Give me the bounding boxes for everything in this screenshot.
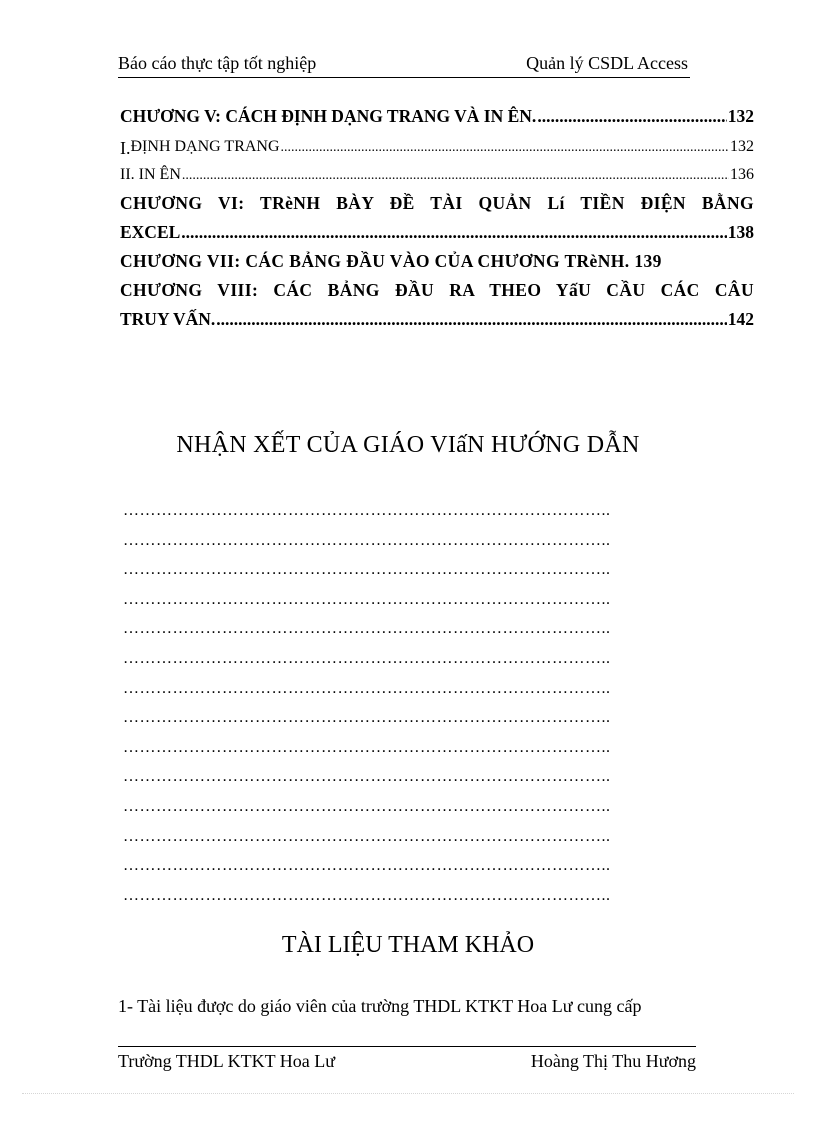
toc-entry-page: 136 — [730, 166, 754, 183]
toc-entry-label: CHƯƠNG VI: TRèNH BÀY ĐỀ TÀI QUẢN Lí TIỀN ĐIỆN BẰNG — [120, 193, 754, 213]
toc-entry-page: 142 — [727, 309, 754, 329]
toc-leader — [216, 305, 726, 334]
toc-leader — [182, 161, 729, 190]
toc-entry — [120, 305, 754, 334]
toc-entry-label-cont: EXCEL — [120, 222, 181, 242]
review-dot-line: …………………………………………………………………………….. — [123, 531, 611, 549]
review-dot-line: …………………………………………………………………………….. — [123, 827, 611, 845]
toc-entry — [120, 160, 754, 189]
review-comment-lines — [123, 496, 695, 910]
page-bottom-rule — [22, 1093, 794, 1094]
footer-author: Hoàng Thị Thu Hương — [530, 1051, 696, 1071]
toc-entry — [120, 276, 754, 305]
header-subject: Quản lý CSDL Access — [526, 53, 688, 73]
review-dot-line: …………………………………………………………………………….. — [123, 620, 611, 638]
review-heading: NHẬN XẾT CỦA GIÁO VIấN HƯỚNG DẪN — [176, 432, 640, 458]
toc-entry — [120, 218, 754, 247]
toc-leader — [281, 133, 729, 162]
toc-entry-number: I. — [120, 138, 131, 158]
review-dot-line: …………………………………………………………………………….. — [123, 590, 611, 608]
toc-entry-label: CHƯƠNG VII: CÁC BẢNG ĐẦU VÀO CỦA CHƯƠNG TRèNH. 139 — [120, 251, 662, 271]
review-dot-line: …………………………………………………………………………….. — [123, 709, 611, 727]
review-dot-line: …………………………………………………………………………….. — [123, 679, 611, 697]
table-of-contents — [120, 102, 754, 334]
toc-entry-page: 132 — [730, 138, 754, 155]
toc-entry — [120, 102, 754, 131]
toc-leader — [537, 102, 726, 131]
toc-leader — [181, 218, 726, 247]
header-report-title: Báo cáo thực tập tốt nghiệp — [118, 53, 317, 73]
toc-entry-label: CHƯƠNG V: CÁCH ĐỊNH DẠNG TRANG VÀ IN ÊN. — [120, 106, 537, 126]
review-dot-line: …………………………………………………………………………….. — [123, 857, 611, 875]
toc-entry-label-cont: TRUY VẤN. — [120, 309, 216, 329]
review-dot-line: …………………………………………………………………………….. — [123, 649, 611, 667]
toc-entry — [120, 189, 754, 218]
toc-entry-label: ĐỊNH DẠNG TRANG — [130, 138, 280, 155]
toc-entry-label: CHƯƠNG VIII: CÁC BẢNG ĐẦU RA THEO YấU CẦU CÁC CÂU — [120, 280, 754, 300]
review-dot-line: …………………………………………………………………………….. — [123, 797, 611, 815]
review-dot-line: …………………………………………………………………………….. — [123, 768, 611, 786]
toc-entry — [120, 247, 754, 276]
footer-school: Trường THDL KTKT Hoa Lư — [118, 1051, 336, 1071]
toc-entry-label: II. IN ÊN — [120, 166, 181, 183]
review-dot-line: …………………………………………………………………………….. — [123, 502, 611, 519]
review-dot-line: …………………………………………………………………………….. — [123, 738, 611, 756]
reference-item: 1- Tài liệu được do giáo viên của trường THDL KTKT Hoa Lư cung cấp — [118, 996, 642, 1016]
references-heading: TÀI LIỆU THAM KHẢO — [281, 932, 535, 958]
review-dot-line: …………………………………………………………………………….. — [123, 561, 611, 579]
toc-entry — [120, 131, 754, 160]
toc-entry-page: 132 — [727, 106, 754, 126]
page-footer — [118, 1046, 696, 1077]
review-dot-line: …………………………………………………………………………….. — [123, 886, 611, 904]
toc-entry-page: 138 — [727, 222, 754, 242]
page-header — [118, 53, 690, 78]
